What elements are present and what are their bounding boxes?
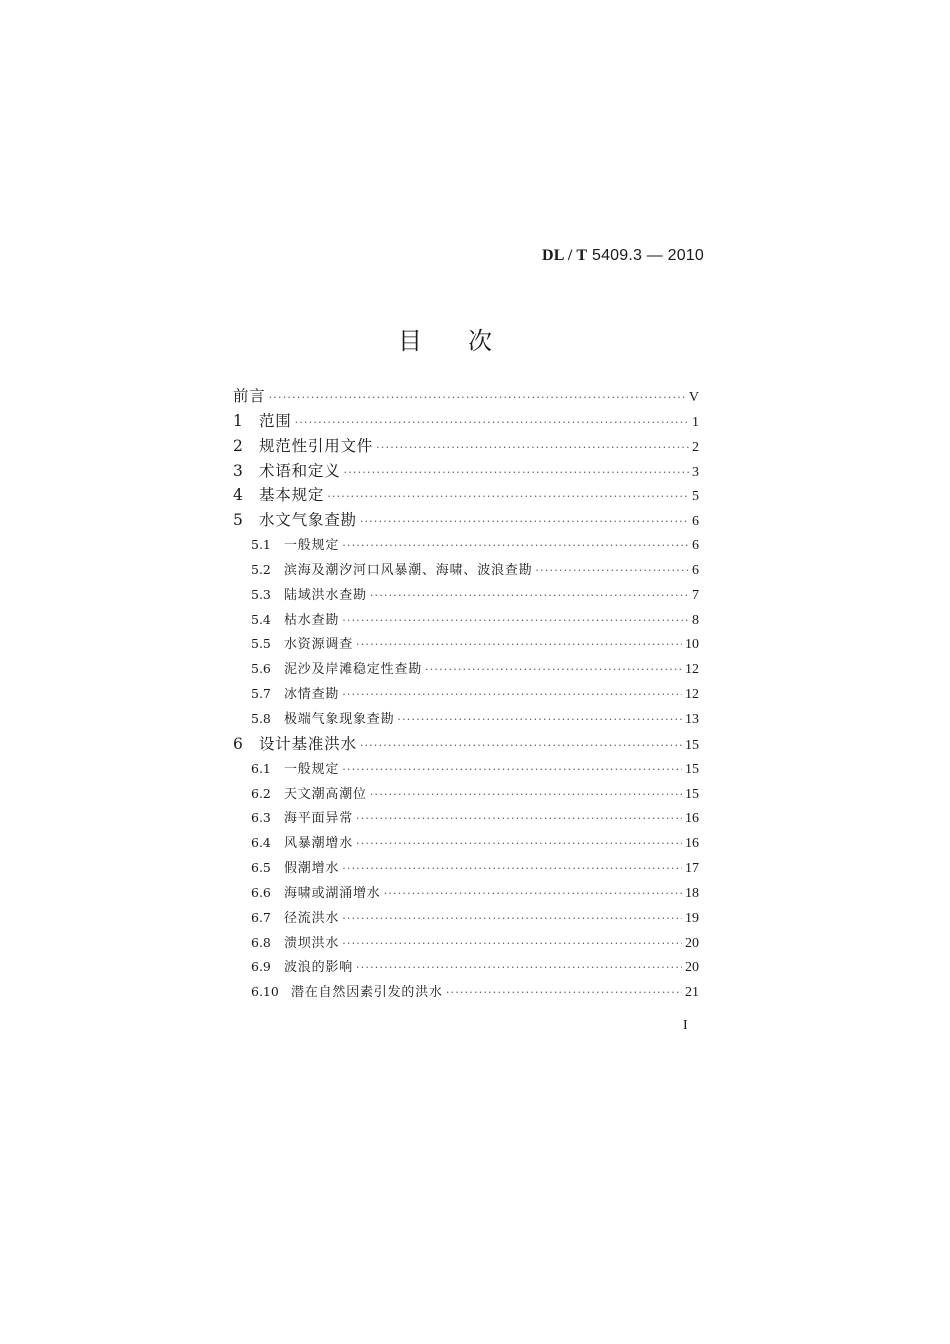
standard-number: 5409.3 — 2010: [591, 247, 704, 264]
toc-entry-number: 5.5: [251, 636, 271, 652]
toc-entry[interactable]: [233, 508, 699, 533]
dot-leader: [356, 633, 682, 658]
toc-entry-label: 冰情查勘: [284, 687, 340, 703]
toc-entry-label: 径流洪水: [284, 910, 340, 926]
toc-entry-number: 1: [233, 411, 243, 430]
toc-entry-page: 7: [692, 587, 699, 603]
toc-entry[interactable]: [233, 782, 699, 807]
toc-entry-label: 极端气象现象查勘: [284, 711, 395, 727]
toc-entry-number: 6.2: [251, 785, 271, 801]
toc-entry[interactable]: [233, 831, 699, 856]
toc-entry-label: 规范性引用文件: [259, 436, 374, 455]
dot-leader: [370, 584, 689, 609]
toc-entry-label: 设计基准洪水: [259, 734, 357, 753]
dot-leader: [342, 609, 689, 634]
toc-entry-number: 5.8: [251, 710, 271, 726]
toc-entry-page: 5: [692, 489, 699, 505]
toc-entry-page: 20: [685, 935, 699, 951]
toc-entry-label: 水文气象查勘: [259, 511, 357, 530]
toc-entry[interactable]: [233, 732, 699, 757]
toc-entry-label: 潜在自然因素引发的洪水: [291, 985, 443, 1001]
toc-entry-number: 2: [233, 436, 243, 455]
toc-entry[interactable]: [233, 682, 699, 707]
toc-entry-page: 19: [685, 910, 699, 926]
toc-entry-page: 8: [692, 612, 699, 628]
toc-entry-page: 21: [685, 985, 699, 1001]
toc-entry-number: 6.10: [251, 984, 279, 1000]
dot-leader: [342, 758, 682, 783]
toc-entry-page: 6: [692, 514, 699, 530]
toc-entry-number: 4: [233, 486, 243, 505]
toc-entry-page: 17: [685, 861, 699, 877]
toc-entry[interactable]: [233, 533, 699, 558]
toc-entry-number: 6.6: [251, 884, 271, 900]
toc-entry-page: 15: [685, 761, 699, 777]
page-number: I: [683, 1018, 688, 1033]
dot-leader: [344, 461, 689, 486]
toc-entry-page: 18: [685, 885, 699, 901]
dot-leader: [376, 436, 689, 461]
toc-entry[interactable]: [233, 632, 699, 657]
toc-entry-label: 溃坝洪水: [284, 935, 340, 951]
toc-entry-label: 天文潮高潮位: [284, 786, 367, 802]
dot-leader: [425, 658, 682, 683]
dot-leader: [356, 807, 682, 832]
toc-entry-number: 5: [233, 511, 243, 530]
toc-entry-label: 基本规定: [259, 486, 325, 505]
toc-entry[interactable]: [233, 459, 699, 484]
toc-entry[interactable]: [233, 906, 699, 931]
toc-entry-number: 5.7: [251, 686, 271, 702]
toc-entry-label: 一般规定: [284, 538, 340, 554]
toc-entry[interactable]: [233, 856, 699, 881]
toc-entry[interactable]: [233, 384, 699, 409]
toc-entry[interactable]: [233, 931, 699, 956]
dot-leader: [269, 386, 686, 411]
toc-entry[interactable]: [233, 434, 699, 459]
toc-entry-label: 波浪的影响: [284, 960, 354, 976]
toc-entry-number: 6.9: [251, 959, 271, 975]
toc-entry-label: 海啸或湖涌增水: [284, 885, 381, 901]
toc-entry-label: 水资源调查: [284, 637, 354, 653]
toc-entry-page: 16: [685, 811, 699, 827]
toc-entry-page: 16: [685, 836, 699, 852]
dot-leader: [360, 734, 682, 759]
dot-leader: [535, 559, 689, 584]
toc-entry-page: 6: [692, 538, 699, 554]
standard-prefix: DL / T: [541, 247, 588, 264]
dot-leader: [384, 882, 682, 907]
toc-entry-page: 12: [685, 687, 699, 703]
toc-entry-label: 海平面异常: [284, 811, 354, 827]
toc-entry-number: 6.4: [251, 835, 271, 851]
toc-entry-number: 5.2: [251, 561, 271, 577]
toc-entry-number: 6.7: [251, 909, 271, 925]
toc-entry[interactable]: [233, 806, 699, 831]
toc-entry-label: 泥沙及岸滩稳定性查勘: [284, 662, 423, 678]
dot-leader: [397, 708, 682, 733]
page-title: 目次: [398, 327, 538, 355]
toc-entry-number: 5.3: [251, 586, 271, 602]
toc-entry-page: 3: [692, 464, 699, 480]
dot-leader: [342, 857, 682, 882]
dot-leader: [356, 832, 682, 857]
toc-entry-page: 10: [685, 637, 699, 653]
toc-entry[interactable]: [233, 608, 699, 633]
toc-entry[interactable]: [233, 657, 699, 682]
toc-entry-number: 6.3: [251, 810, 271, 826]
dot-leader: [446, 981, 682, 1006]
toc-entry-number: 6.5: [251, 860, 271, 876]
toc-entry-number: 3: [233, 461, 243, 480]
toc-entry[interactable]: [233, 955, 699, 980]
toc-entry-page: 1: [692, 414, 699, 430]
toc-entry-page: 15: [685, 737, 699, 753]
toc-entry[interactable]: [233, 881, 699, 906]
toc-entry-page: 20: [685, 960, 699, 976]
table-of-contents: [233, 384, 699, 1005]
toc-entry-label: 陆域洪水查勘: [284, 587, 367, 603]
toc-entry-number: 6.1: [251, 760, 271, 776]
dot-leader: [327, 485, 689, 510]
dot-leader: [370, 783, 682, 808]
dot-leader: [360, 510, 689, 535]
dot-leader: [342, 534, 689, 559]
toc-entry-label: 术语和定义: [259, 461, 341, 480]
toc-entry-label: 风暴潮增水: [284, 836, 354, 852]
toc-entry-label: 滨海及潮汐河口风暴潮、海啸、波浪查勘: [284, 562, 533, 578]
dot-leader: [295, 411, 689, 436]
toc-entry-page: 15: [685, 786, 699, 802]
toc-entry[interactable]: [233, 483, 699, 508]
toc-entry-label: 假潮增水: [284, 861, 340, 877]
toc-entry[interactable]: [233, 707, 699, 732]
toc-entry-label: 枯水查勘: [284, 612, 340, 628]
toc-entry-page: 13: [685, 711, 699, 727]
dot-leader: [342, 683, 682, 708]
document-code: [542, 247, 704, 265]
toc-entry-page: 12: [685, 662, 699, 678]
toc-entry-number: 5.6: [251, 661, 271, 677]
toc-entry-label: 范围: [259, 411, 292, 430]
dot-leader: [356, 956, 682, 981]
toc-entry-label: 一般规定: [284, 761, 340, 777]
toc-entry[interactable]: [233, 558, 699, 583]
toc-entry-number: 6: [233, 734, 243, 753]
toc-entry-number: 6.8: [251, 934, 271, 950]
toc-entry-page: 6: [692, 562, 699, 578]
toc-entry-page: V: [688, 390, 699, 405]
toc-entry-number: 5.4: [251, 611, 271, 627]
dot-leader: [342, 907, 682, 932]
toc-entry-page: 2: [692, 439, 699, 455]
dot-leader: [342, 932, 682, 957]
toc-entry-number: 5.1: [251, 537, 271, 553]
toc-entry[interactable]: [233, 757, 699, 782]
toc-entry-label: 前言: [233, 387, 266, 405]
toc-entry[interactable]: [233, 583, 699, 608]
toc-entry[interactable]: [233, 409, 699, 434]
toc-entry[interactable]: [233, 980, 699, 1005]
